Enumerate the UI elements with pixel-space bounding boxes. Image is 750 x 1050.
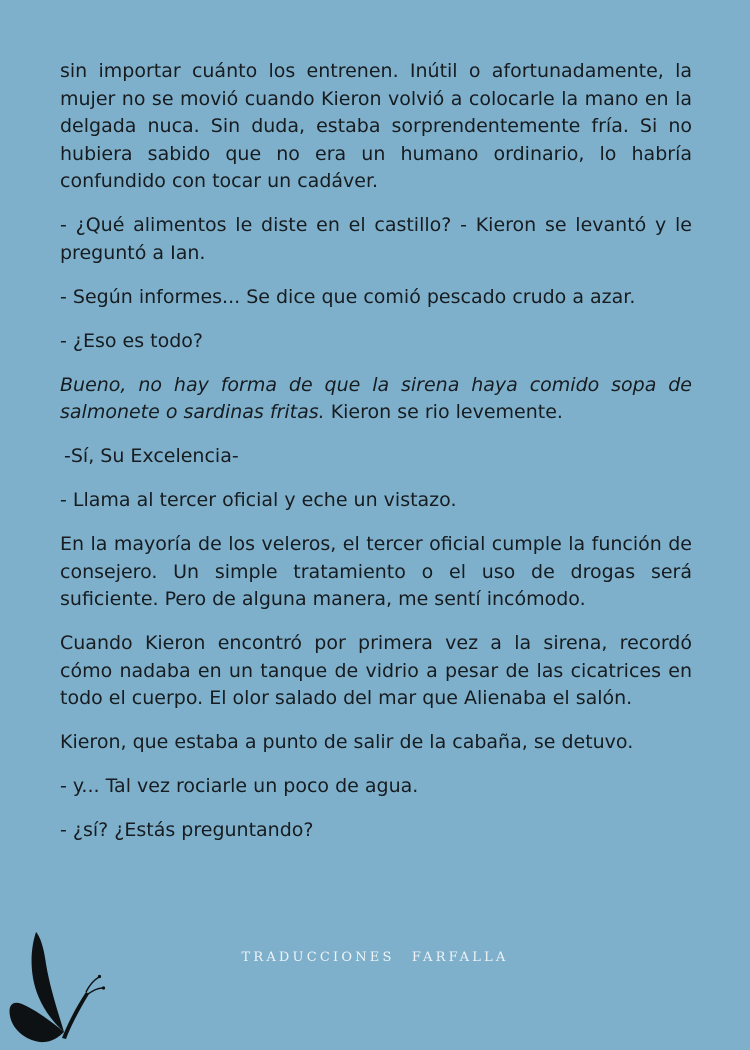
paragraph-9: Cuando Kieron encontró por primera vez a la sirena, recordó cómo nadaba en un tanque de vidrio a pesar de las cicatrices en todo el cuerpo. El olor salado del mar que Alienaba el salón. (60, 632, 692, 709)
paragraph-12: - ¿sí? ¿Estás preguntando? (60, 819, 314, 841)
paragraph-11: - y... Tal vez rociarle un poco de agua. (60, 775, 419, 797)
paragraph-10: Kieron, que estaba a punto de salir de la cabaña, se detuvo. (60, 731, 634, 753)
paragraph-6: -Sí, Su Excelencia- (64, 445, 239, 467)
paragraph-3: - Según informes... Se dice que comió pescado crudo a azar. (60, 285, 636, 308)
paragraph-4: - ¿Eso es todo? (60, 329, 204, 352)
paragraph-8: En la mayoría de los veleros, el tercer oficial cumple la función de consejero. Un simple tratamiento o el uso de drogas será suficiente. Pero de alguna manera, me sentí incómodo. (60, 533, 692, 610)
paragraph-5-rest: Kieron se rio levemente. (324, 401, 563, 423)
paragraph-1: sin importar cuánto los entrenen. Inútil o afortunadamente, la mujer no se movió cuando Kieron volvió a colocarle la mano en la delgada nuca. Sin duda, estaba sorprendentemente fría. Si no hubiera sabido que no era un humano ordinario, lo habría confundido con tocar un cadáver. (60, 60, 692, 192)
paragraph-2: - ¿Qué alimentos le diste en el castillo? - Kieron se levantó y le preguntó a Ian. (60, 214, 692, 264)
paragraph-7: - Llama al tercer oficial y eche un vistazo. (60, 489, 457, 511)
footer-credit: TRADUCCIONES FARFALLA (241, 950, 509, 965)
butterfly-icon (6, 928, 106, 1048)
paragraph-5-italic: Bueno, no hay forma de que la sirena haya comido sopa de salmonete o sardinas fritas. (60, 373, 692, 423)
paragraph-5 (60, 372, 692, 427)
page-body (60, 58, 692, 861)
